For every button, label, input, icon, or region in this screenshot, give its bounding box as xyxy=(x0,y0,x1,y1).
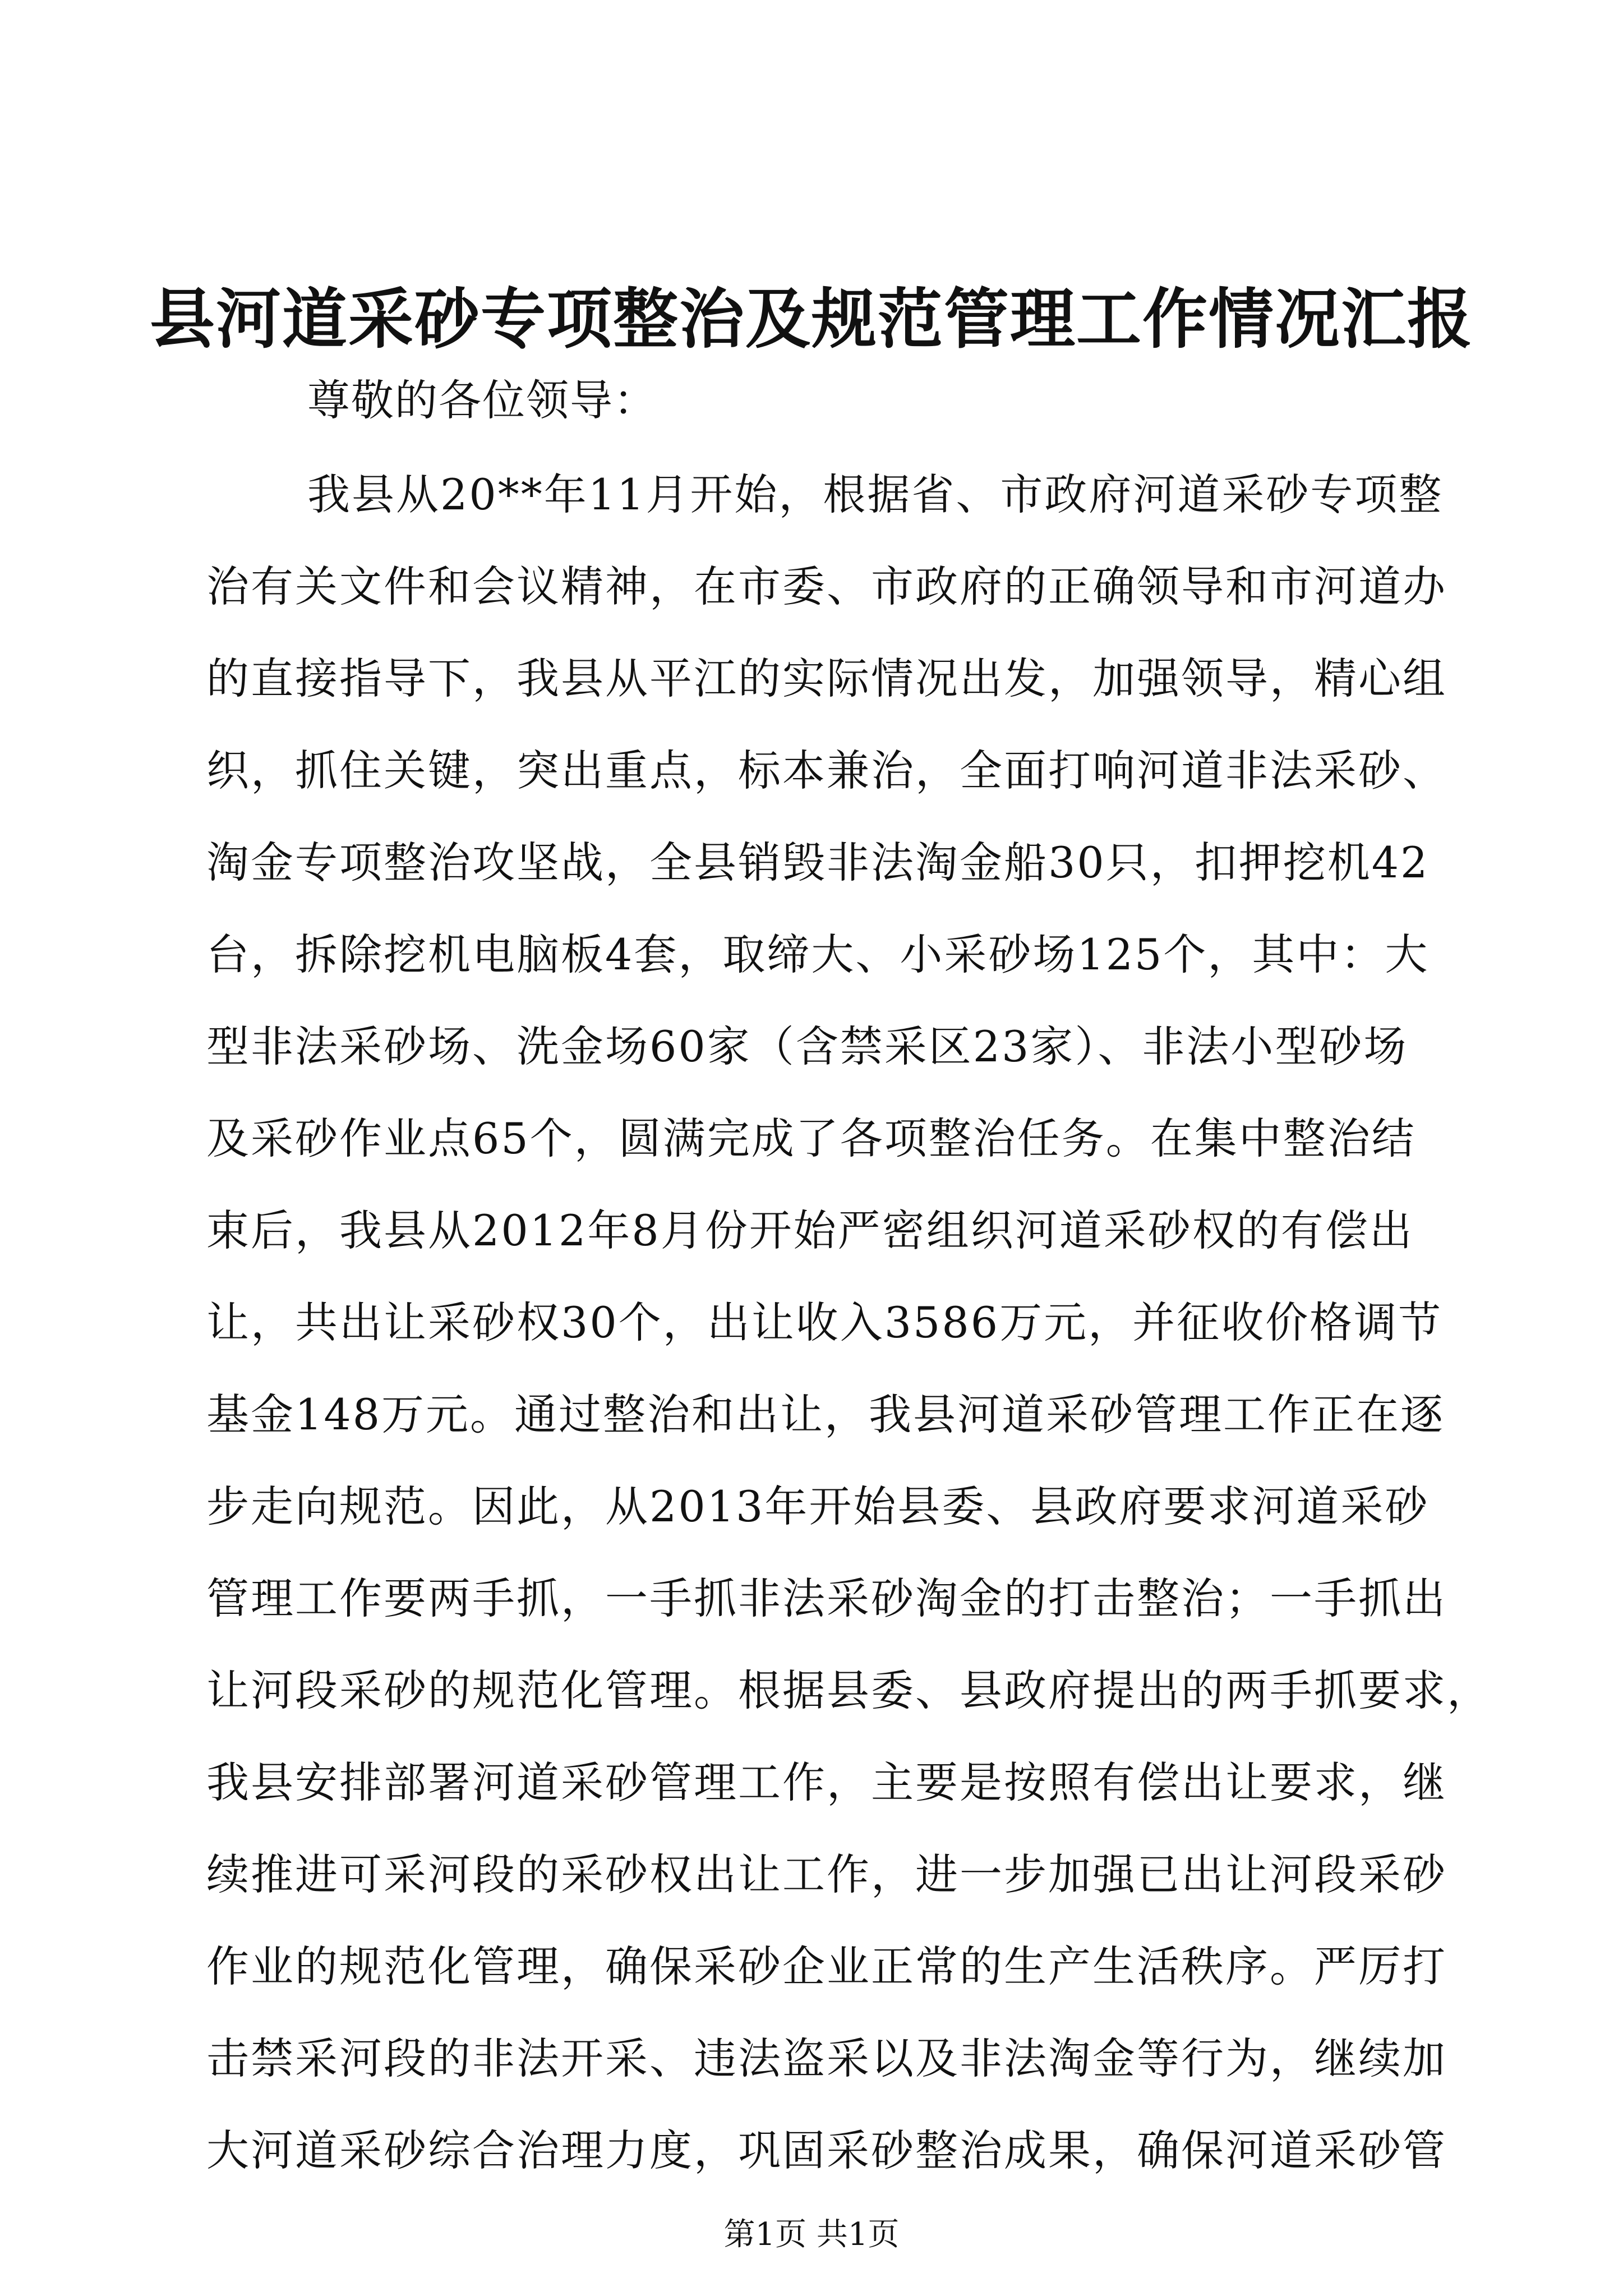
body-line: 的直接指导下，我县从平江的实际情况出发，加强领导，精心组 xyxy=(206,654,1447,703)
body-line: 管理工作要两手抓，一手抓非法采砂淘金的打击整治；一手抓出 xyxy=(206,1573,1447,1623)
body-line: 治有关文件和会议精神，在市委、市政府的正确领导和市河道办 xyxy=(206,562,1447,611)
body-line: 基金148万元。通过整治和出让，我县河道采砂管理工作正在逐 xyxy=(206,1389,1445,1439)
body-line: 续推进可采河段的采砂权出让工作，进一步加强已出让河段采砂 xyxy=(206,1849,1447,1899)
body-line: 作业的规范化管理，确保采砂企业正常的生产生活秩序。严厉打 xyxy=(206,1941,1447,1991)
body-line: 型非法采砂场、洗金场60家（含禁采区23家）、非法小型砂场 xyxy=(206,1022,1408,1071)
page-footer: 第1页 共1页 xyxy=(723,2216,900,2253)
salutation: 尊敬的各位领导： xyxy=(307,375,657,425)
body-line: 大河道采砂综合治理力度，巩固采砂整治成果，确保河道采砂管 xyxy=(206,2125,1447,2175)
body-line: 我县从20**年11月开始，根据省、市政府河道采砂专项整 xyxy=(307,470,1444,519)
body-line: 织，抓住关键，突出重点，标本兼治，全面打响河道非法采砂、 xyxy=(206,746,1447,795)
body-line: 让河段采砂的规范化管理。根据县委、县政府提出的两手抓要求， xyxy=(206,1665,1491,1715)
body-line: 我县安排部署河道采砂管理工作，主要是按照有偿出让要求，继 xyxy=(206,1757,1447,1807)
body-line: 淘金专项整治攻坚战，全县销毁非法淘金船30只，扣押挖机42 xyxy=(206,838,1430,887)
body-line: 击禁采河段的非法开采、违法盗采以及非法淘金等行为，继续加 xyxy=(206,2033,1447,2083)
body-line: 步走向规范。因此，从2013年开始县委、县政府要求河道采砂 xyxy=(206,1481,1430,1531)
body-line: 让，共出让采砂权30个，出让收入3586万元，并征收价格调节 xyxy=(206,1297,1443,1347)
body-line: 束后，我县从2012年8月份开始严密组织河道采砂权的有偿出 xyxy=(206,1205,1414,1255)
body-line: 台，拆除挖机电脑板4套，取缔大、小采砂场125个，其中：大 xyxy=(206,930,1430,979)
document-title: 县河道采砂专项整治及规范管理工作情况汇报 xyxy=(150,281,1473,357)
body-line: 及采砂作业点65个，圆满完成了各项整治任务。在集中整治结 xyxy=(206,1114,1416,1163)
